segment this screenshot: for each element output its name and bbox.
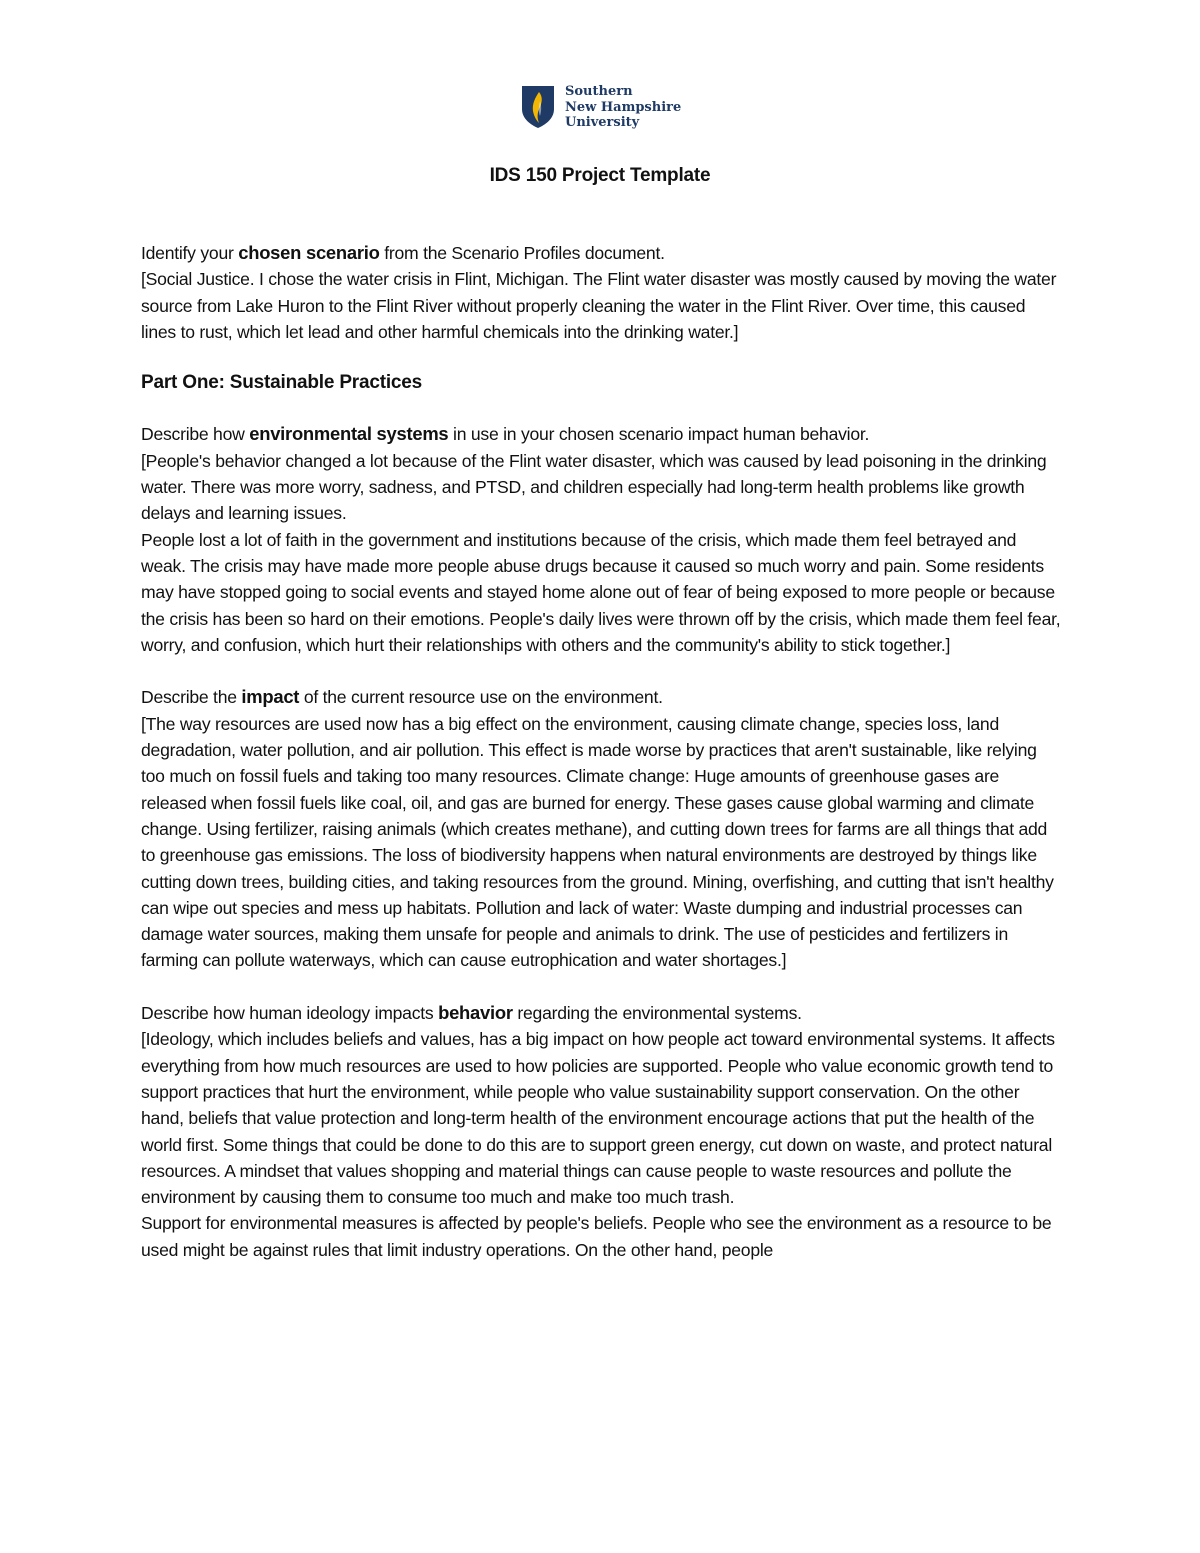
- prompt-text: Describe the: [141, 687, 242, 708]
- prompt-keyword: environmental systems: [249, 423, 449, 445]
- scenario-prompt: [141, 240, 1061, 266]
- question-3-answer-p2: Support for environmental measures is affected by people's beliefs. People who see the environment as a resource to be used might be against rules that limit industry operations. On the other hand, people: [141, 1213, 1052, 1260]
- university-name: [565, 84, 681, 131]
- logo-line-1: Southern: [565, 84, 633, 99]
- question-3-answer-p1: [Ideology, which includes beliefs and values, has a big impact on how people act toward environmental systems. It affects everything from how much resources are used to how policies are supported. People who value economic growth tend to support practices that hurt the environment, while people who value sustainability support conservation. On the other hand, beliefs that value protection and long-term health of the environment encourage actions that put the health of the world first. Some things that could be done to do this are to support green energy, cut down on waste, and protect natural resources. A mindset that values shopping and material things can cause people to waste resources and pollute the environment by causing them to consume too much and make too much trash.: [141, 1029, 1055, 1208]
- prompt-text: Identify your: [141, 243, 239, 263]
- prompt-keyword: impact: [241, 686, 300, 708]
- question-1-answer-p2: People lost a lot of faith in the government and institutions because of the crisis, which made them feel betrayed and weak. The crisis may have made more people abuse drugs because it caused so much worry and pain. Some residents may have stopped going to social events and stayed home alone out of fear of being exposed to more people or because the crisis has been so hard on their emotions. People's daily lives were thrown off by the crisis, which made them feel fear, worry, and confusion, which hurt their relationships with others and the community's ability to stick together.]: [141, 529, 1061, 655]
- question-3-prompt: [141, 1000, 1061, 1026]
- logo-line-2: New Hampshire: [565, 99, 682, 115]
- prompt-text: Describe how human ideology impacts: [141, 1003, 439, 1024]
- question-2-prompt: [141, 684, 1061, 710]
- section-heading: Part One: Sustainable Practices: [141, 372, 423, 394]
- prompt-text: from the Scenario Profiles document.: [379, 243, 665, 263]
- prompt-text: in use in your chosen scenario impact human behavior.: [448, 424, 870, 445]
- document-title: IDS 150 Project Template: [489, 165, 711, 186]
- document-body: [141, 240, 1061, 1263]
- question-1-prompt: [141, 421, 1061, 447]
- prompt-text: Describe how: [141, 424, 250, 445]
- scenario-answer: [Social Justice. I chose the water crisis in Flint, Michigan. The Flint water disaster was mostly caused by moving the water source from Lake Huron to the Flint River without properly cleaning the water in the Flint River. Over time, this caused lines to rust, which let lead and other harmful chemicals into the drinking water.]: [141, 269, 1057, 342]
- question-2-answer: [The way resources are used now has a big effect on the environment, causing climate change, species loss, land degradation, water pollution, and air pollution. This effect is made worse by practices that aren't sustainable, like relying too much on fossil fuels and taking too many resources. Climate change: Huge amounts of greenhouse gases are released when fossil fuels like coal, oil, and gas are burned for energy. These gases cause global warming and climate change. Using fertilizer, raising animals (which creates methane), and cutting down trees for farms are all things that add to greenhouse gas emissions. The loss of biodiversity happens when natural environments are destroyed by things like cutting down trees, building cities, and taking resources from the ground. Mining, overfishing, and cutting that isn't healthy can wipe out species and mess up habitats. Pollution and lack of water: Waste dumping and industrial processes can damage water sources, making them unsafe for people and animals to drink. The use of pesticides and fertilizers in farming can pollute waterways, which can cause eutrophication and water shortages.]: [141, 713, 1054, 971]
- question-1-answer-p1: [People's behavior changed a lot because of the Flint water disaster, which was caused by lead poisoning in the drinking water. There was more worry, sadness, and PTSD, and children especially had long-term health problems like growth delays and learning issues.: [141, 450, 1047, 524]
- shield-flame-icon: [521, 85, 555, 129]
- prompt-keyword: chosen scenario: [238, 242, 380, 263]
- prompt-keyword: behavior: [438, 1002, 513, 1024]
- snhu-logo: [521, 84, 681, 131]
- prompt-text: regarding the environmental systems.: [512, 1003, 802, 1024]
- logo-line-3: University: [565, 115, 640, 130]
- prompt-text: of the current resource use on the environment.: [299, 687, 663, 708]
